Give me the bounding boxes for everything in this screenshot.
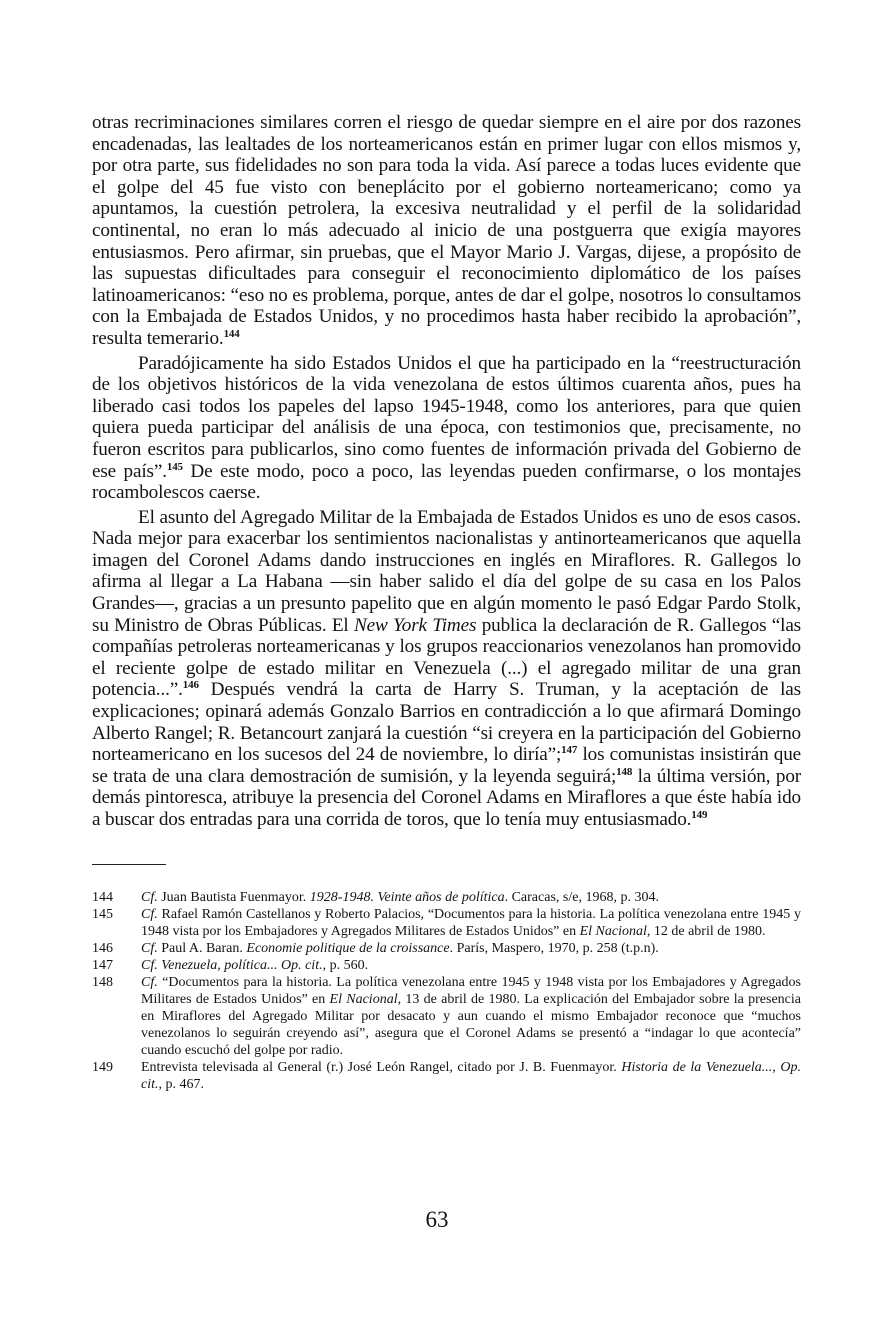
footnote (92, 906, 801, 940)
text-run: la última versión, por demás pintoresca, atribuye la presencia del Coronel Adams en Miraflores a que éste había ido a buscar dos entradas para una corrida de toros, que lo tenía muy entusiasmado. (92, 765, 801, 830)
footnote (92, 940, 801, 957)
text-run: , 13 de abril de 1980. La explicación del Embajador sobre la presencia en Miraflores del Agregado Militar por desacato y aun cuando el mismo Embajador reconoce que “muchos venezolanos lo seguirán creyendo así”, asegura que el Coronel Adams se presentó a “indagar lo que acontecía” cuando escuchó del golpe por radio. (141, 991, 802, 1058)
italic-text: El Nacional (579, 923, 647, 939)
footnote-ref: 146 (182, 679, 199, 692)
footnote-ref: 148 (616, 765, 633, 778)
body-text (92, 112, 801, 831)
italic-text: 1928-1948. Veinte años de política (309, 889, 505, 905)
italic-text: Cf. (141, 940, 158, 956)
italic-text: Cf. Venezuela, política... Op. cit. (141, 957, 323, 973)
footnote (92, 889, 801, 906)
footnote-separator (92, 864, 166, 865)
text-run: publica la declaración de R. Gallegos “las compañías petroleras norteamericanas y los grupos reaccionarios venezolanos han promovido el reciente golpe de estado militar en Venezuela (...) el agregado militar de una gran potencia...”. (92, 614, 802, 701)
footnote (92, 974, 801, 1059)
footnote-number: 149 (92, 1059, 113, 1075)
footnote-number: 146 (92, 940, 113, 956)
footnote-ref: 145 (166, 460, 183, 473)
text-run: Juan Bautista Fuenmayor. (157, 889, 310, 905)
text-run: . Caracas, s/e, 1968, p. 304. (504, 889, 659, 905)
text-run: Entrevista televisada al General (r.) José León Rangel, citado por J. B. Fuenmayor. (141, 1059, 622, 1075)
text-run: Después vendrá la carta de Harry S. Truman, y la aceptación de las explicaciones; opinará además Gonzalo Barrios en contradicción a lo que afirmará Domingo Alberto Rangel; R. Betancourt zanjará la cuestión “si creyera en la participación del Gobierno norteamericano en los sucesos del 24 de noviembre, lo diría”; (92, 679, 801, 766)
italic-text: New York Times (354, 614, 477, 636)
text-run: , p. 467. (158, 1076, 204, 1092)
text-run: . París, Maspero, 1970, p. 258 (t.p.n). (449, 940, 659, 956)
text-run: , p. 560. (322, 957, 369, 973)
footnote-text (141, 957, 801, 974)
text-run: , 12 de abril de 1980. (646, 923, 766, 939)
footnote-ref: 149 (691, 809, 708, 821)
footnote (92, 957, 801, 974)
footnote-number: 148 (92, 974, 113, 990)
document-page (92, 112, 801, 1093)
footnote-text (141, 889, 801, 906)
footnote-number: 145 (92, 906, 113, 922)
italic-text: Cf. (141, 889, 158, 905)
footnote-ref: 147 (561, 744, 578, 757)
text-run: Rafael Ramón Castellanos y Roberto Palacios, “Documentos para la historia. La política venezolana entre 1945 y 1948 vista por los Embajadores y Agregados Militares de Estados Unidos” en (141, 906, 801, 939)
paragraph (92, 112, 801, 350)
footnote (92, 1059, 801, 1093)
text-run: El asunto del Agregado Militar de la Embajada de Estados Unidos es uno de esos casos. Nada mejor para exacerbar los sentimientos nacionalistas y antinorteamericanos que aquella imagen del Coronel Adams dando instrucciones en inglés en Miraflores. R. Gallegos lo afirma al llegar a La Habana —sin haber salido el día del golpe de su casa en los Palos Grandes—, gracias a un presunto papelito que en algún momento le pasó Edgar Pardo Stolk, su Ministro de Obras Públicas. El (92, 506, 801, 636)
italic-text: Economie politique de la croissance (246, 940, 450, 956)
italic-text: Cf. (141, 906, 158, 922)
footnote-number: 144 (92, 889, 113, 905)
footnotes (92, 889, 801, 1093)
page-number: 63 (425, 1207, 449, 1232)
text-run: los comunistas insistirán que se trata de una clara demostración de sumisión, y la leyenda seguirá; (92, 744, 802, 787)
paragraph (92, 507, 801, 831)
italic-text: Cf. (141, 974, 158, 990)
paragraph (92, 353, 801, 504)
footnote-text (141, 974, 801, 1059)
footnote-text (141, 906, 801, 940)
footnote-text (141, 1059, 801, 1093)
text-run: Paradójicamente ha sido Estados Unidos el que ha participado en la “reestructuración de los objetivos históricos de la vida venezolana de estos últimos cuarenta años, pues ha liberado casi todos los papeles del lapso 1945-1948, como los anteriores, para que quien quiera pueda participar del análisis de una época, con testimonios que, precisamente, no fueron escritos para publicarlos, sino como fuentes de información privada del Gobierno de ese país”. (92, 352, 801, 482)
footnote-ref: 144 (223, 327, 240, 340)
text-run: De este modo, poco a poco, las leyendas pueden confirmarse, o los montajes rocambolescos caerse. (92, 460, 801, 504)
text-run: “Documentos para la historia. La política venezolana entre 1945 y 1948 vista por los Embajadores y Agregados Militares de Estados Unidos” en (141, 974, 801, 1007)
italic-text: El Nacional (329, 991, 398, 1007)
text-run: otras recriminaciones similares corren el riesgo de quedar siempre en el aire por dos razones encadenadas, las lealtades de los norteamericanos están en primer lugar con ellos mismos y, por otra parte, sus fidelidades no son para toda la vida. Así parece a todas luces evidente que el golpe del 45 fue visto con beneplácito por el gobierno norteamericano; como ya apuntamos, la cuestión petrolera, la excesiva neutralidad y el perfil de la solidaridad continental, no eran lo más adecuado al inicio de una postguerra que exigía mayores entusiasmos. Pero afirmar, sin pruebas, que el Mayor Mario J. Vargas, dijese, a propósito de las supuestas dificultades para conseguir el reconocimiento diplomático de los países latinoamericanos: “eso no es problema, porque, antes de dar el golpe, nosotros lo consultamos con la Embajada de Estados Unidos, y no procedimos hasta haber recibido la aprobación”, resulta temerario. (92, 112, 801, 349)
italic-text: Historia de la Venezuela..., Op. cit. (141, 1059, 801, 1092)
footnote-number: 147 (92, 957, 113, 973)
text-run: Paul A. Baran. (157, 940, 247, 956)
footnote-text (141, 940, 801, 957)
